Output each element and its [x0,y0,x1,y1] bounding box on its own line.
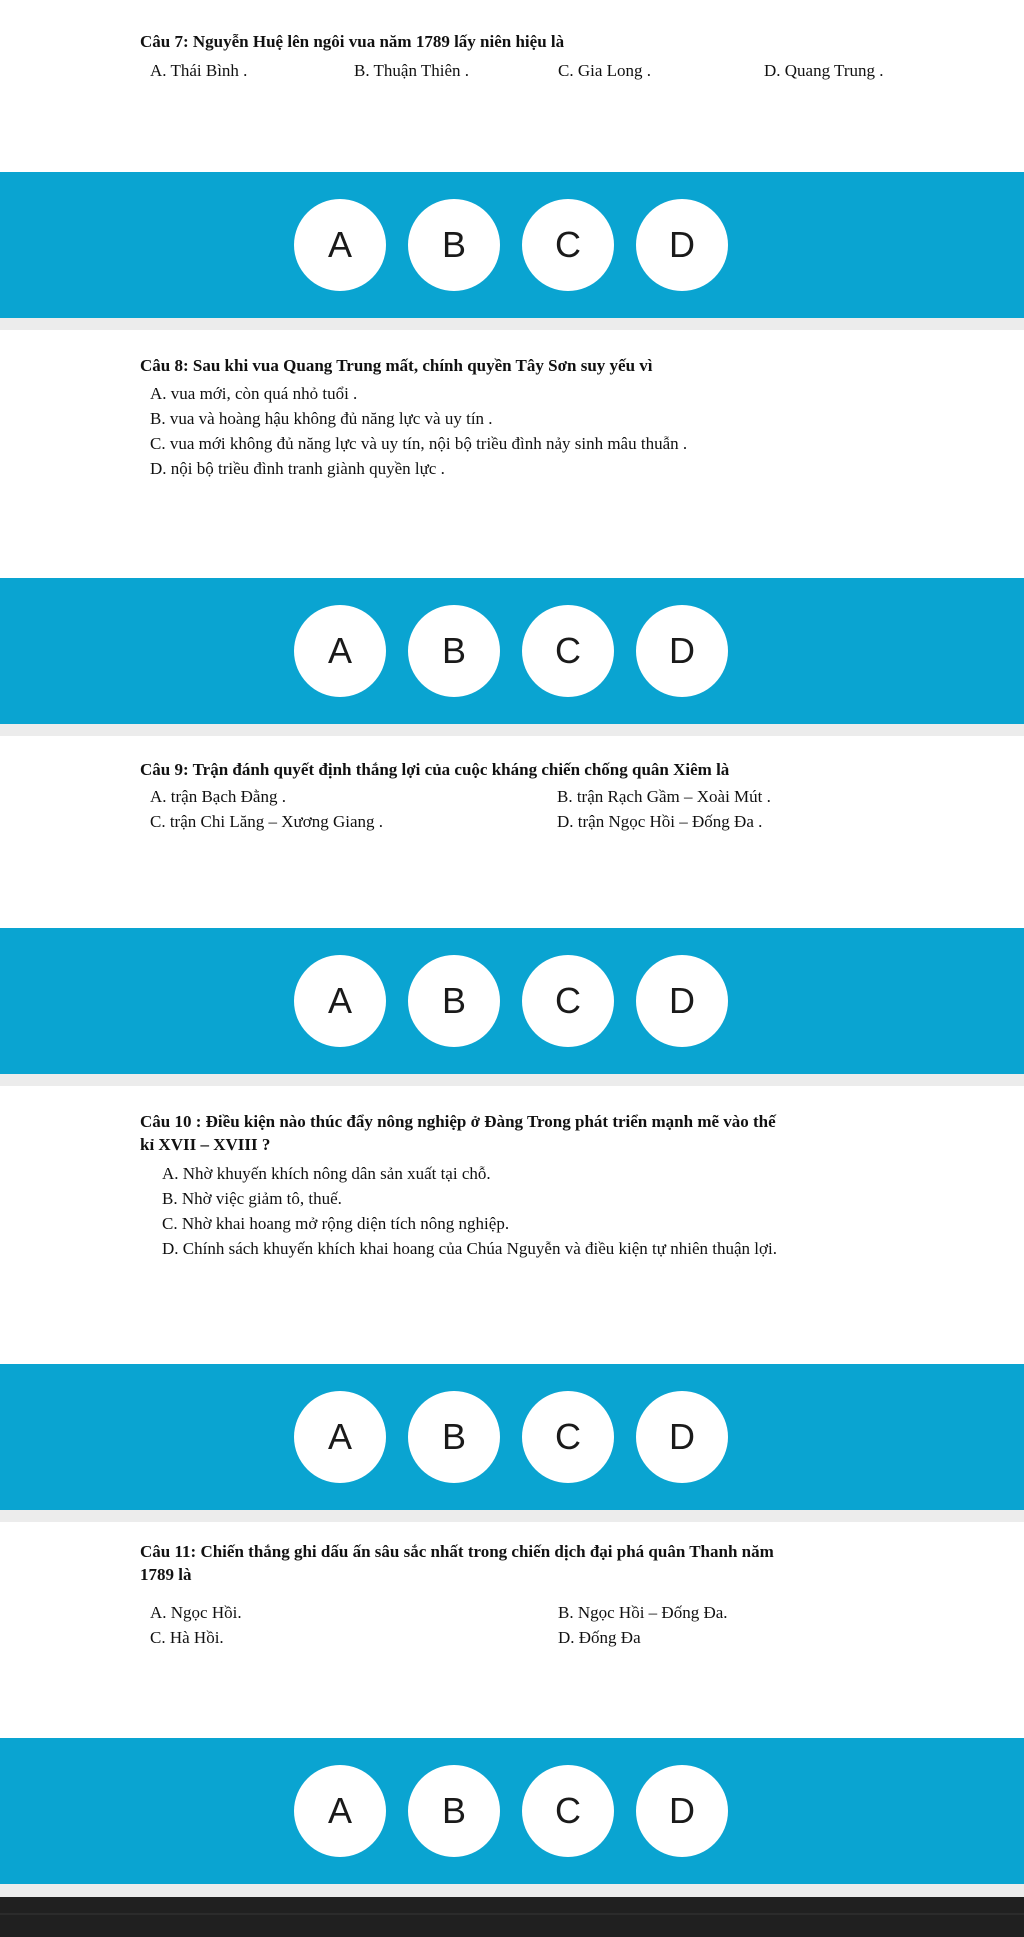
bottom-bar [0,1897,1024,1937]
answer-button-a[interactable]: A [294,605,386,697]
answer-button-c[interactable]: C [522,199,614,291]
answer-band-10 [0,1364,1024,1510]
option-b: B. Ngọc Hồi – Đống Đa. [558,1603,728,1622]
question-title: Câu 11: Chiến thắng ghi dấu ấn sâu sắc nhất trong chiến dịch đại phá quân Thanh năm 1789 là [140,1542,774,1584]
option-a: A. Ngọc Hồi. [150,1603,242,1622]
question-card-10 [0,1086,1024,1364]
option-c: C. Hà Hồi. [150,1628,224,1647]
question-title: Câu 10 : Điều kiện nào thúc đẩy nông nghiệp ở Đàng Trong phát triển mạnh mẽ vào thế kỉ XVII – XVIII ? [140,1112,776,1154]
answer-button-b[interactable]: B [408,605,500,697]
option-c: C. trận Chi Lăng – Xương Giang . [150,812,384,831]
answer-band-8 [0,578,1024,724]
option-d: D. Quang Trung . [764,61,884,80]
option-b: B. Thuận Thiên . [354,61,470,80]
option-b: B. Nhờ việc giảm tô, thuế. [162,1189,342,1208]
answer-button-c[interactable]: C [522,955,614,1047]
question-card-9 [0,736,1024,928]
option-d: D. Đống Đa [558,1628,641,1647]
option-a: A. trận Bạch Đằng . [150,787,286,806]
answer-button-a[interactable]: A [294,955,386,1047]
answer-button-b[interactable]: B [408,1391,500,1483]
option-b: B. vua và hoàng hậu không đủ năng lực và uy tín . [150,409,493,428]
question-card-7 [0,0,1024,172]
answer-button-d[interactable]: D [636,199,728,291]
answer-button-c[interactable]: C [522,1391,614,1483]
answer-band-11 [0,1738,1024,1884]
answer-button-d[interactable]: D [636,605,728,697]
option-a: A. Thái Bình . [150,61,248,80]
answer-button-c[interactable]: C [522,605,614,697]
option-d: D. trận Ngọc Hồi – Đống Đa . [557,812,763,831]
answer-button-b[interactable]: B [408,1765,500,1857]
answer-button-d[interactable]: D [636,1765,728,1857]
option-c: C. Nhờ khai hoang mở rộng diện tích nông nghiệp. [162,1214,510,1233]
question-title: Câu 7: Nguyễn Huệ lên ngôi vua năm 1789 lấy niên hiệu là [140,32,565,51]
answer-button-a[interactable]: A [294,1391,386,1483]
answer-button-b[interactable]: B [408,955,500,1047]
question-title: Câu 9: Trận đánh quyết định thắng lợi của cuộc kháng chiến chống quân Xiêm là [140,760,730,779]
option-d: D. Chính sách khuyến khích khai hoang của Chúa Nguyễn và điều kiện tự nhiên thuận lợi. [162,1239,777,1258]
option-a: A. Nhờ khuyến khích nông dân sản xuất tại chỗ. [162,1164,491,1183]
option-b: B. trận Rạch Gầm – Xoài Mút . [557,787,771,806]
answer-button-a[interactable]: A [294,1765,386,1857]
answer-button-d[interactable]: D [636,955,728,1047]
answer-band-7 [0,172,1024,318]
option-a: A. vua mới, còn quá nhỏ tuổi . [150,384,358,403]
option-c: C. vua mới không đủ năng lực và uy tín, nội bộ triều đình nảy sinh mâu thuẫn . [150,434,688,453]
bottom-divider [0,1913,1024,1915]
answer-button-d[interactable]: D [636,1391,728,1483]
question-title: Câu 8: Sau khi vua Quang Trung mất, chính quyền Tây Sơn suy yếu vì [140,356,653,375]
option-c: C. Gia Long . [558,61,652,80]
answer-button-a[interactable]: A [294,199,386,291]
answer-band-9 [0,928,1024,1074]
question-card-8 [0,330,1024,578]
answer-button-c[interactable]: C [522,1765,614,1857]
question-card-11 [0,1522,1024,1738]
option-d: D. nội bộ triều đình tranh giành quyền lực . [150,459,445,478]
answer-button-b[interactable]: B [408,199,500,291]
